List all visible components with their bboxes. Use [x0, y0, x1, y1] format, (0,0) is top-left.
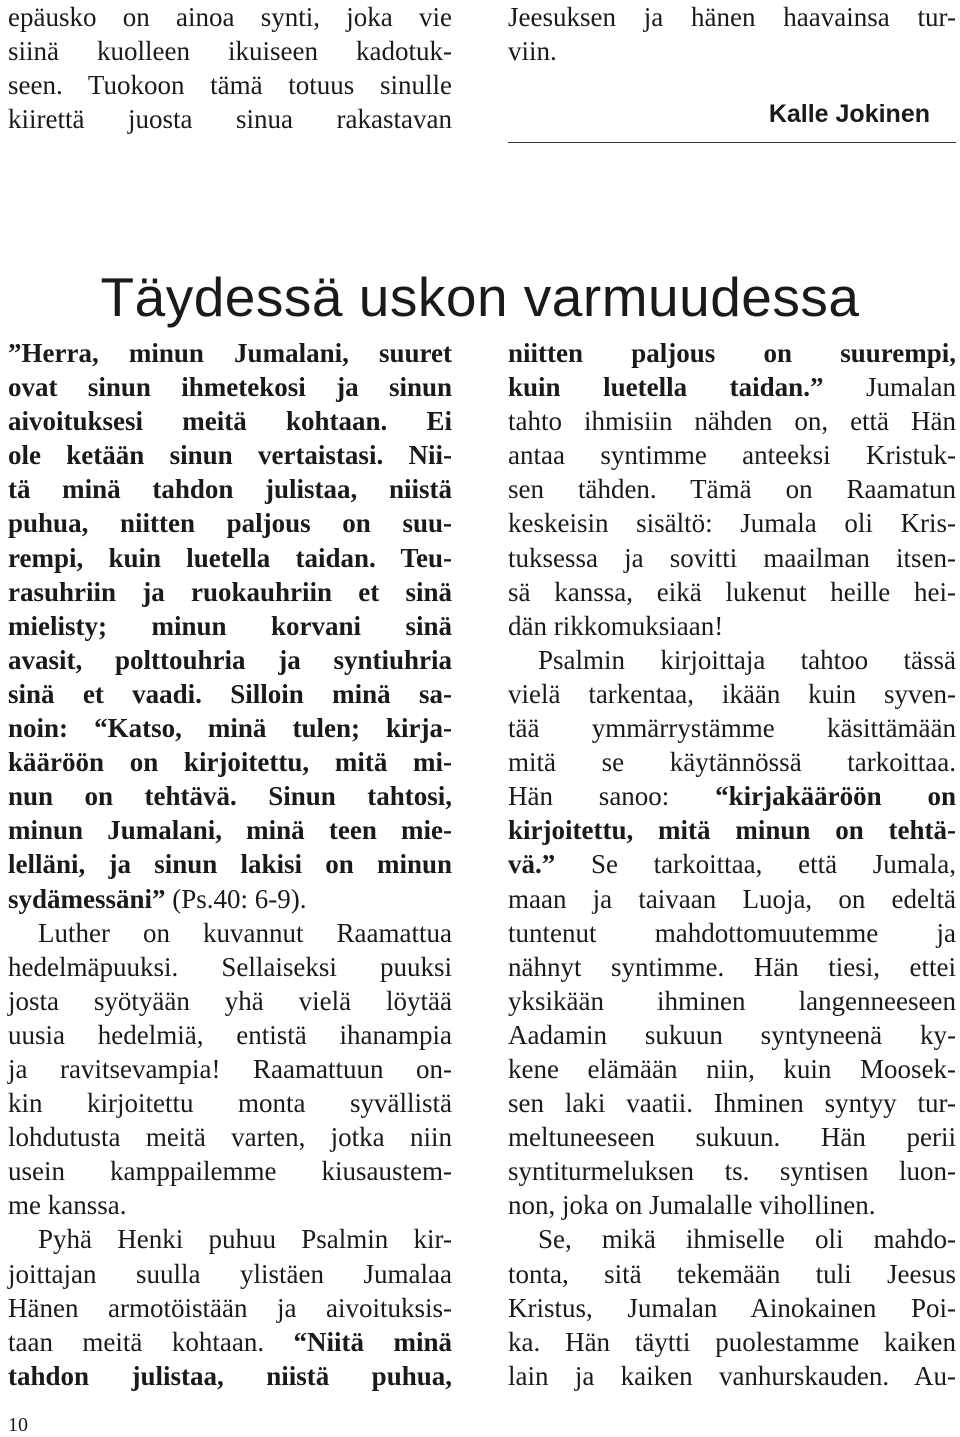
bold-text: nun on tehtävä. Sinun tahtosi, — [8, 781, 452, 812]
text-line — [8, 1052, 452, 1086]
text-line — [8, 609, 452, 643]
top-right-text — [508, 0, 956, 68]
bold-text: minun Jumalani, minä teen mie- — [8, 815, 452, 846]
bold-text: aivoituksesi meitä kohtaan. Ei — [8, 406, 452, 437]
bold-text: “Niitä minä — [293, 1326, 452, 1357]
bold-text: kuin luetella taidan.” — [508, 372, 824, 403]
text-line — [508, 711, 956, 745]
bold-text: lelläni, ja sinun lakisi on minun — [8, 849, 452, 880]
plain-text: maan ja taivaan Luoja, on edeltä — [508, 883, 956, 914]
text-line — [8, 813, 452, 847]
bold-text: kirjoitettu, mitä minun on tehtä- — [508, 815, 956, 846]
plain-text: Se tarkoittaa, että Jumala, — [555, 849, 956, 880]
bold-text: ”Herra, minun Jumalani, suuret — [8, 338, 452, 368]
plain-text: nähnyt syntimme. Hän tiesi, ettei — [508, 951, 956, 982]
text-line — [508, 677, 956, 711]
bold-text: noin: “Katso, minä tulen; kirja- — [8, 713, 452, 744]
text-line — [8, 102, 452, 136]
plain-text: vielä tarkentaa, ikään kuin syven- — [508, 678, 956, 709]
text-line — [508, 1291, 956, 1325]
article-right-column — [508, 336, 956, 1393]
bold-text: mielisty; minun korvani sinä — [8, 610, 452, 641]
text-line — [8, 541, 452, 575]
plain-text: seen. Tuokoon tämä totuus sinulle — [8, 70, 452, 101]
plain-text: tuntenut mahdottomuutemme ja — [508, 917, 956, 948]
text-line — [8, 1257, 452, 1291]
text-line — [508, 609, 956, 643]
text-line — [508, 1257, 956, 1291]
text-line — [508, 506, 956, 540]
bold-text: vä.” — [508, 849, 556, 880]
plain-text: hedelmäpuuksi. Sellaiseksi puuksi — [8, 951, 452, 982]
text-line — [508, 882, 956, 916]
plain-text: Aadamin sukuun syntyneenä ky- — [508, 1019, 956, 1050]
text-line — [8, 438, 452, 472]
bold-text: tahdon julistaa, niistä puhua, — [8, 1360, 452, 1391]
plain-text: josta syötyään yhä vielä löytää — [8, 985, 452, 1016]
text-line — [508, 575, 956, 609]
plain-text: Hän sanoo: — [508, 781, 716, 812]
plain-text: kene elämään niin, kuin Moosek- — [508, 1053, 956, 1084]
text-line — [8, 472, 452, 506]
text-line — [508, 370, 956, 404]
text-line — [8, 575, 452, 609]
plain-text: joittajan suulla ylistäen Jumalaa — [8, 1258, 452, 1289]
text-line — [508, 541, 956, 575]
text-line — [508, 1086, 956, 1120]
bold-text: ole ketään sinun vertaistasi. Nii- — [8, 440, 452, 471]
plain-text: Jumalan — [823, 372, 956, 403]
text-line — [8, 506, 452, 540]
bold-text: ovat sinun ihmetekosi ja sinun — [8, 372, 452, 403]
text-line — [8, 1359, 452, 1393]
article-title: Täydessä uskon varmuudessa — [100, 265, 860, 328]
text-line — [8, 950, 452, 984]
plain-text: siinä kuolleen ikuiseen kadotuk- — [8, 36, 452, 67]
plain-text: me kanssa. — [8, 1190, 127, 1221]
plain-text: taan meitä kohtaan. — [8, 1326, 294, 1357]
text-line — [8, 370, 452, 404]
text-line — [8, 1222, 452, 1256]
bold-text: rasuhriin ja ruokauhriin et sinä — [8, 576, 452, 607]
text-line — [508, 1222, 956, 1256]
plain-text: keskeisin sisältö: Jumala oli Kris- — [508, 508, 956, 539]
article-left-column — [8, 336, 452, 1393]
text-line — [508, 472, 956, 506]
bold-text: sydämessäni” — [8, 883, 166, 914]
plain-text: Pyhä Henki puhuu Psalmin kir- — [38, 1224, 452, 1255]
plain-text: meltuneeseen sukuun. Hän perii — [508, 1122, 956, 1153]
bold-text: avasit, polttouhria ja syntiuhria — [8, 644, 452, 675]
bold-text: tä minä tahdon julistaa, niistä — [8, 474, 452, 505]
text-line — [8, 1291, 452, 1325]
text-line — [8, 336, 452, 370]
plain-text: lohdutusta meitä varten, jotka niin — [8, 1122, 452, 1153]
plain-text: uusia hedelmiä, entistä ihanampia — [8, 1019, 452, 1050]
text-line — [8, 68, 452, 102]
text-line — [8, 1325, 452, 1359]
plain-text: yksikään ihminen langenneeseen — [508, 985, 956, 1016]
author-signature: Kalle Jokinen — [768, 100, 930, 128]
plain-text: viin. — [508, 36, 557, 67]
text-line — [8, 779, 452, 813]
text-line — [8, 0, 452, 34]
plain-text: kin kirjoitettu monta syvällistä — [8, 1088, 452, 1119]
text-line — [8, 847, 452, 881]
text-line — [508, 1018, 956, 1052]
plain-text: (Ps.40: 6-9). — [165, 883, 307, 914]
plain-text: tahto ihmisiin nähden on, että Hän — [508, 406, 956, 437]
text-line — [508, 1120, 956, 1154]
text-line — [8, 916, 452, 950]
plain-text: Jeesuksen ja hänen haavainsa tur- — [508, 2, 956, 32]
plain-text: Hänen armotöistään ja aivoituksis- — [8, 1292, 452, 1323]
plain-text: ka. Hän täytti puolestamme kaiken — [508, 1326, 956, 1357]
text-line — [508, 1154, 956, 1188]
text-line — [8, 1086, 452, 1120]
text-line — [8, 1018, 452, 1052]
plain-text: usein kamppailemme kiusaustem- — [8, 1156, 452, 1187]
text-line — [8, 643, 452, 677]
plain-text: Luther on kuvannut Raamattua — [38, 917, 452, 948]
bold-text: puhua, niitten paljous on suu- — [8, 508, 452, 539]
section-divider — [508, 142, 956, 143]
plain-text: tuksessa ja sovitti maailman itsen- — [508, 542, 956, 573]
bold-text: rempi, kuin luetella taidan. Teu- — [8, 542, 452, 573]
plain-text: dän rikkomuksiaan! — [508, 610, 724, 641]
plain-text: Kristus, Jumalan Ainokainen Poi- — [508, 1292, 956, 1323]
text-line — [508, 745, 956, 779]
plain-text: tää ymmärrystämme käsittämään — [508, 713, 956, 744]
plain-text: antaa syntimme anteeksi Kristuk- — [508, 440, 956, 471]
text-line — [8, 745, 452, 779]
text-line — [508, 643, 956, 677]
page-number: 10 — [8, 1414, 28, 1436]
text-line — [508, 779, 956, 813]
text-line — [508, 336, 956, 370]
plain-text: sen tähden. Tämä on Raamatun — [508, 474, 956, 505]
plain-text: lain ja kaiken vanhurskauden. Au- — [508, 1360, 956, 1391]
text-line — [508, 34, 956, 68]
bold-text: “kirjakääröön on — [715, 781, 956, 812]
text-line — [508, 1359, 956, 1393]
top-left-text — [8, 0, 452, 136]
text-line — [508, 438, 956, 472]
bold-text: niitten paljous on suurempi, — [508, 338, 956, 368]
text-line — [8, 711, 452, 745]
plain-text: kiirettä juosta sinua rakastavan — [8, 104, 452, 135]
plain-text: epäusko on ainoa synti, joka vie — [8, 2, 452, 32]
plain-text: syntiturmeluksen ts. syntisen luon- — [508, 1156, 956, 1187]
plain-text: sä kanssa, eikä lukenut heille hei- — [508, 576, 956, 607]
plain-text: sen laki vaatii. Ihminen syntyy tur- — [508, 1088, 956, 1119]
plain-text: mitä se käytännössä tarkoittaa. — [508, 747, 956, 778]
text-line — [508, 1325, 956, 1359]
text-line — [8, 677, 452, 711]
text-line — [508, 984, 956, 1018]
bold-text: kääröön on kirjoitettu, mitä mi- — [8, 747, 452, 778]
text-line — [508, 847, 956, 881]
text-line — [8, 882, 452, 916]
plain-text: non, joka on Jumalalle vihollinen. — [508, 1190, 876, 1221]
plain-text: tonta, sitä tekemään tuli Jeesus — [508, 1258, 956, 1289]
text-line — [8, 984, 452, 1018]
text-line — [508, 950, 956, 984]
text-line — [8, 1154, 452, 1188]
plain-text: Psalmin kirjoittaja tahtoo tässä — [538, 644, 956, 675]
text-line — [508, 813, 956, 847]
text-line — [508, 0, 956, 34]
bold-text: sinä et vaadi. Silloin minä sa- — [8, 678, 452, 709]
text-line — [8, 1188, 452, 1222]
text-line — [8, 404, 452, 438]
text-line — [508, 1188, 956, 1222]
text-line — [508, 404, 956, 438]
text-line — [8, 34, 452, 68]
plain-text: Se, mikä ihmiselle oli mahdo- — [538, 1224, 956, 1255]
plain-text: ja ravitsevampia! Raamattuun on- — [8, 1053, 452, 1084]
text-line — [508, 916, 956, 950]
text-line — [8, 1120, 452, 1154]
text-line — [508, 1052, 956, 1086]
